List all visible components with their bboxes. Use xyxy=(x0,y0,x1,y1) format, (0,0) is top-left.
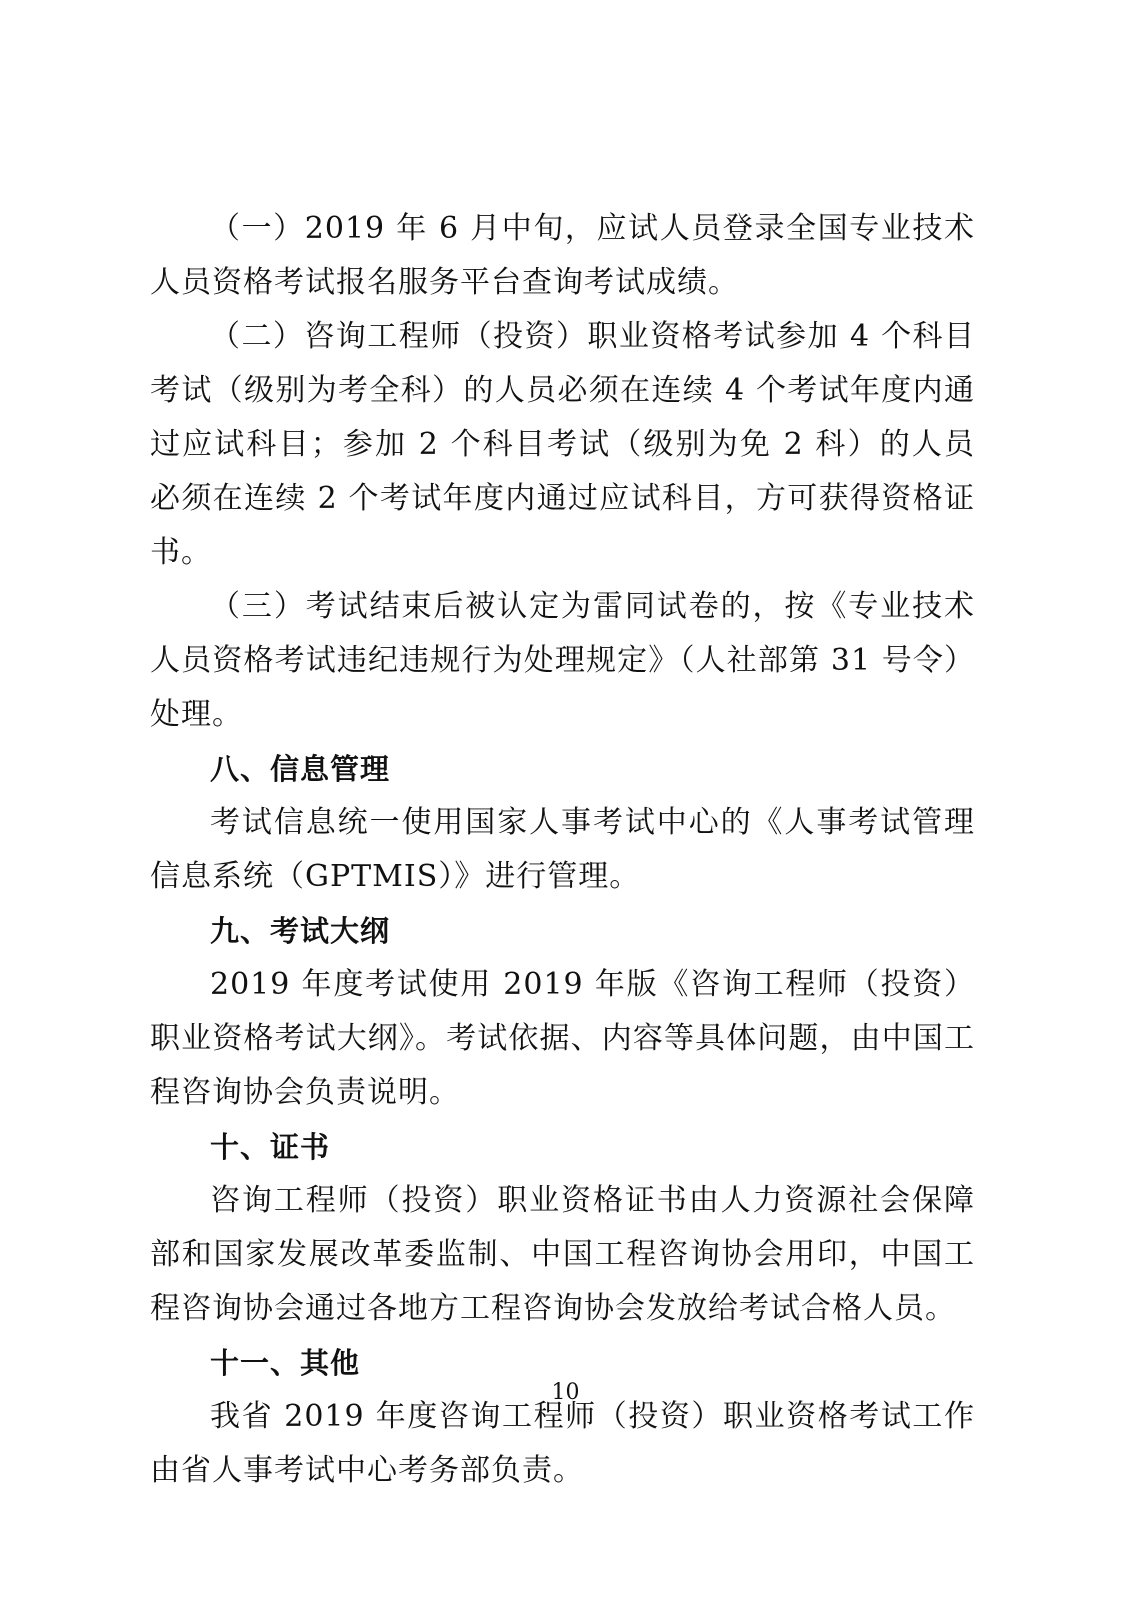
section-body-exam-syllabus: 2019 年度考试使用 2019 年版《咨询工程师（投资）职业资格考试大纲》。考试依据、内容等具体问题，由中国工程咨询协会负责说明。 xyxy=(150,967,975,1110)
paragraph-item-1: （一）2019 年 6 月中旬，应试人员登录全国专业技术人员资格考试报名服务平台查询考试成绩。 xyxy=(150,211,975,300)
section-body-certificate: 咨询工程师（投资）职业资格证书由人力资源社会保障部和国家发展改革委监制、中国工程咨询协会用印，中国工程咨询协会通过各地方工程咨询协会发放给考试合格人员。 xyxy=(150,1183,975,1326)
section-body-information-management: 考试信息统一使用国家人事考试中心的《人事考试管理信息系统（GPTMIS）》进行管理。 xyxy=(150,805,975,894)
section-body-other: 我省 2019 年度咨询工程师（投资）职业资格考试工作由省人事考试中心考务部负责。 xyxy=(150,1399,975,1488)
section-heading-information-management: 八、信息管理 xyxy=(210,752,391,786)
document-body xyxy=(150,202,975,1498)
section-heading-certificate: 十、证书 xyxy=(210,1130,331,1164)
paragraph-item-2: （二）咨询工程师（投资）职业资格考试参加 4 个科目考试（级别为考全科）的人员必须在连续 4 个考试年度内通过应试科目；参加 2 个科目考试（级别为免 2 科）的人员必须在连续 2 个考试年度内通过应试科目，方可获得资格证书。 xyxy=(150,319,975,570)
section-heading-other: 十一、其他 xyxy=(210,1346,361,1380)
paragraph-item-3: （三）考试结束后被认定为雷同试卷的，按《专业技术人员资格考试违纪违规行为处理规定》（人社部第 31 号令）处理。 xyxy=(150,589,975,732)
section-heading-exam-syllabus: 九、考试大纲 xyxy=(210,914,391,948)
page-number: 10 xyxy=(551,1380,580,1405)
